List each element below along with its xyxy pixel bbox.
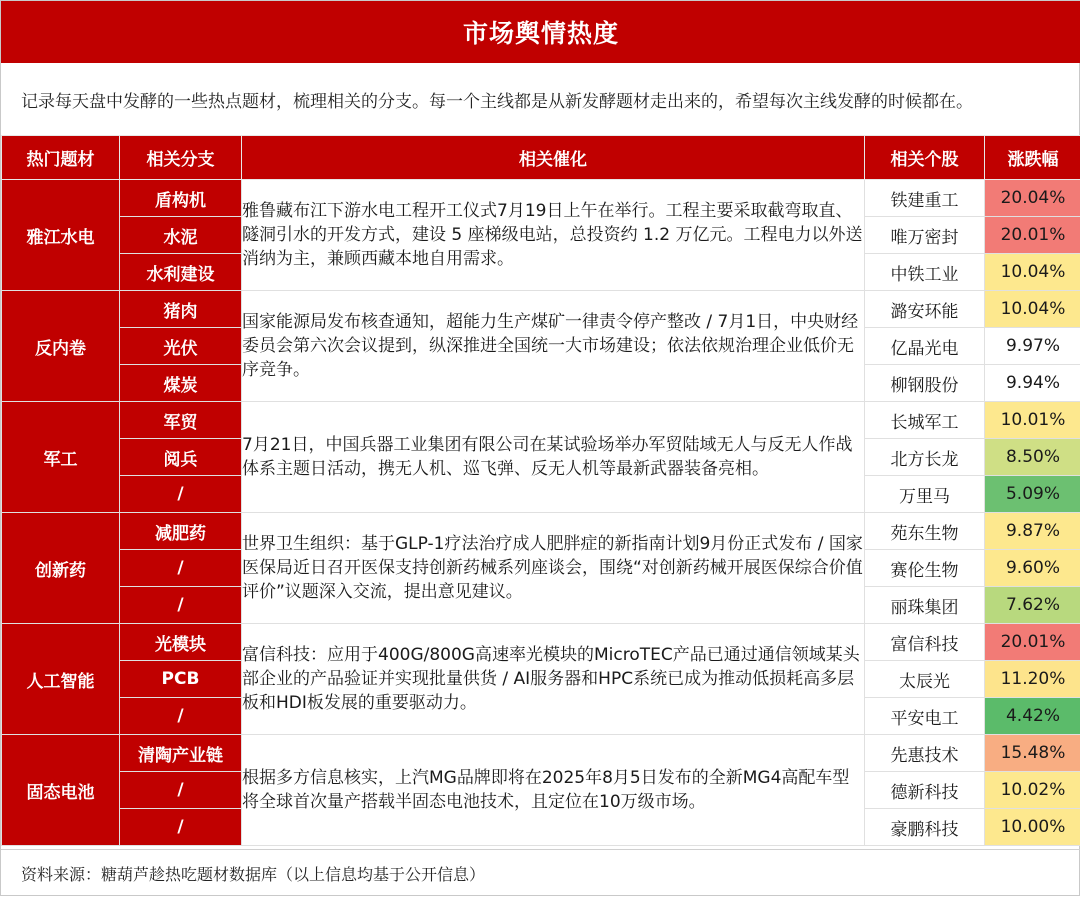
- branch-cell: PCB: [120, 661, 242, 698]
- stock-cell: 丽珠集团: [865, 587, 985, 624]
- change-cell: 8.50%: [985, 439, 1080, 476]
- stock-cell: 铁建重工: [865, 180, 985, 217]
- branch-cell: 减肥药: [120, 513, 242, 550]
- change-cell: 20.01%: [985, 624, 1080, 661]
- stock-cell: 赛伦生物: [865, 550, 985, 587]
- theme-cell: 固态电池: [2, 735, 120, 846]
- stock-cell: 唯万密封: [865, 217, 985, 254]
- change-cell: 10.04%: [985, 291, 1080, 328]
- change-cell: 20.01%: [985, 217, 1080, 254]
- stock-cell: 万里马: [865, 476, 985, 513]
- stock-cell: 北方长龙: [865, 439, 985, 476]
- change-cell: 9.94%: [985, 365, 1080, 402]
- change-cell: 9.87%: [985, 513, 1080, 550]
- table-row: [2, 513, 1080, 550]
- hotspot-table: [1, 135, 1080, 846]
- branch-cell: 清陶产业链: [120, 735, 242, 772]
- change-cell: 9.60%: [985, 550, 1080, 587]
- change-cell: 7.62%: [985, 587, 1080, 624]
- branch-cell: 煤炭: [120, 365, 242, 402]
- theme-cell: 反内卷: [2, 291, 120, 402]
- table-row: [2, 402, 1080, 439]
- change-cell: 15.48%: [985, 735, 1080, 772]
- stock-cell: 德新科技: [865, 772, 985, 809]
- stock-cell: 先惠技术: [865, 735, 985, 772]
- theme-cell: 创新药: [2, 513, 120, 624]
- catalyst-cell: 雅鲁藏布江下游水电工程开工仪式7月19日上午在举行。工程主要采取截弯取直、隧洞引水的开发方式，建设 5 座梯级电站，总投资约 1.2 万亿元。工程电力以外送消纳为主，兼顾西藏本地自用需求。: [242, 180, 865, 291]
- header-catalyst: 相关催化: [242, 136, 865, 180]
- theme-cell: 军工: [2, 402, 120, 513]
- branch-cell: 光伏: [120, 328, 242, 365]
- branch-cell: /: [120, 476, 242, 513]
- stock-cell: 中铁工业: [865, 254, 985, 291]
- table-row: [2, 735, 1080, 772]
- table-row: [2, 180, 1080, 217]
- catalyst-cell: 富信科技：应用于400G/800G高速率光模块的MicroTEC产品已通过通信领域某头部企业的产品验证并实现批量供货 / AI服务器和HPC系统已成为推动低损耗高多层板和HDI板发展的重要驱动力。: [242, 624, 865, 735]
- stock-cell: 太辰光: [865, 661, 985, 698]
- header-stock: 相关个股: [865, 136, 985, 180]
- change-cell: 10.02%: [985, 772, 1080, 809]
- theme-cell: 人工智能: [2, 624, 120, 735]
- catalyst-cell: 根据多方信息核实，上汽MG品牌即将在2025年8月5日发布的全新MG4高配车型将全球首次量产搭载半固态电池技术，且定位在10万级市场。: [242, 735, 865, 846]
- change-cell: 10.00%: [985, 809, 1080, 846]
- change-cell: 5.09%: [985, 476, 1080, 513]
- change-cell: 10.04%: [985, 254, 1080, 291]
- source-note: 资料来源：糖葫芦趁热吃题材数据库（以上信息均基于公开信息）: [1, 849, 1080, 897]
- branch-cell: 阅兵: [120, 439, 242, 476]
- stock-cell: 平安电工: [865, 698, 985, 735]
- catalyst-cell: 7月21日，中国兵器工业集团有限公司在某试验场举办军贸陆域无人与反无人作战体系主题日活动，携无人机、巡飞弹、反无人机等最新武器装备亮相。: [242, 402, 865, 513]
- branch-cell: 水利建设: [120, 254, 242, 291]
- branch-cell: 盾构机: [120, 180, 242, 217]
- header-theme: 热门题材: [2, 136, 120, 180]
- branch-cell: /: [120, 698, 242, 735]
- stock-cell: 苑东生物: [865, 513, 985, 550]
- branch-cell: /: [120, 550, 242, 587]
- branch-cell: /: [120, 772, 242, 809]
- catalyst-cell: 国家能源局发布核查通知，超能力生产煤矿一律责令停产整改 / 7月1日，中央财经委员会第六次会议提到，纵深推进全国统一大市场建设；依法依规治理企业低价无序竞争。: [242, 291, 865, 402]
- stock-cell: 长城军工: [865, 402, 985, 439]
- table-row: [2, 624, 1080, 661]
- branch-cell: 军贸: [120, 402, 242, 439]
- theme-cell: 雅江水电: [2, 180, 120, 291]
- change-cell: 4.42%: [985, 698, 1080, 735]
- intro-text: 记录每天盘中发酵的一些热点题材，梳理相关的分支。每一个主线都是从新发酵题材走出来的，希望每次主线发酵的时候都在。: [1, 63, 1080, 135]
- branch-cell: 水泥: [120, 217, 242, 254]
- branch-cell: 光模块: [120, 624, 242, 661]
- header-change: 涨跌幅: [985, 136, 1080, 180]
- header-branch: 相关分支: [120, 136, 242, 180]
- table-row: [2, 291, 1080, 328]
- table-body: [2, 180, 1080, 846]
- change-cell: 11.20%: [985, 661, 1080, 698]
- stock-cell: 柳钢股份: [865, 365, 985, 402]
- change-cell: 10.01%: [985, 402, 1080, 439]
- table-header-row: [2, 136, 1080, 180]
- stock-cell: 潞安环能: [865, 291, 985, 328]
- change-cell: 9.97%: [985, 328, 1080, 365]
- branch-cell: /: [120, 587, 242, 624]
- catalyst-cell: 世界卫生组织：基于GLP-1疗法治疗成人肥胖症的新指南计划9月份正式发布 / 国家医保局近日召开医保支持创新药械系列座谈会，围绕“对创新药械开展医保综合价值评价”议题深入交流，提出意见建议。: [242, 513, 865, 624]
- branch-cell: 猪肉: [120, 291, 242, 328]
- stock-cell: 豪鹏科技: [865, 809, 985, 846]
- stock-cell: 富信科技: [865, 624, 985, 661]
- branch-cell: /: [120, 809, 242, 846]
- page-title: 市场舆情热度: [1, 1, 1080, 63]
- change-cell: 20.04%: [985, 180, 1080, 217]
- stock-cell: 亿晶光电: [865, 328, 985, 365]
